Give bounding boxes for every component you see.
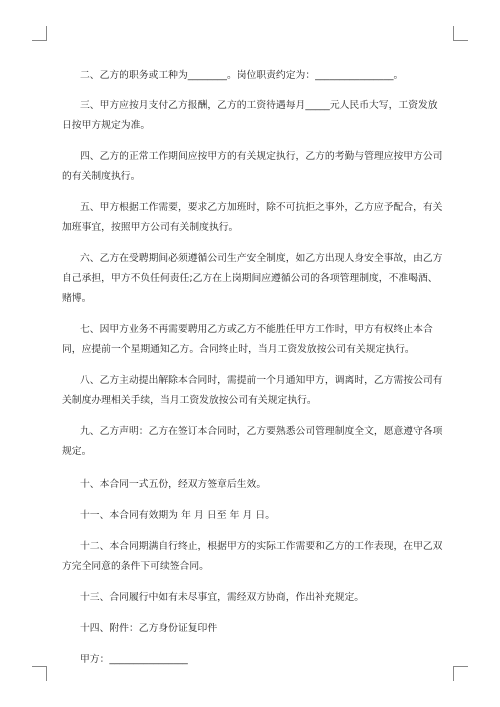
- clause-3-salary: 三、甲方应按月支付乙方报酬，乙方的工资待遇每月_____元人民币大写，工资发放日按甲方规定为准。: [62, 100, 438, 131]
- clause-8-termination-by-employee: 八、乙方主动提出解除本合同时，需提前一个月通知甲方，调离时，乙方需按公司有关制度办理相关手续，当月工资发放按公司有关规定执行。: [62, 375, 443, 406]
- clause-7-termination-by-employer: 七、因甲方业务不再需要聘用乙方或乙方不能胜任甲方工作时，甲方有权终止本合同，应提前一个星期通知乙方。合同终止时，当月工资发放按公司有关规定执行。: [62, 324, 433, 355]
- corner-mark-top-right: [453, 26, 468, 41]
- clause-4-work-rules: 四、乙方的正常工作期间应按甲方的有关规定执行，乙方的考勤与管理应按甲方公司的有关制度执行。: [62, 151, 443, 182]
- contract-body: [62, 64, 444, 670]
- party-a-signature-line: 甲方：________________: [80, 654, 188, 665]
- clause-12-renewal: 十二、本合同期满自行终止，根据甲方的实际工作需要和乙方的工作表现，在甲乙双方完全同意的条件下可续签合同。: [62, 541, 443, 572]
- clause-6-safety: 六、乙方在受聘期间必须遵循公司生产安全制度，如乙方出现人身安全事故，由乙方自己承担，甲方不负任何责任;乙方在上岗期间应遵循公司的各项管理制度，不准喝酒、赌博。: [62, 253, 443, 304]
- corner-mark-top-left: [32, 26, 47, 41]
- clause-11-validity: 十一、本合同有效期为 年 月 日至 年 月 日。: [80, 510, 276, 521]
- clause-13-supplement: 十三、合同履行中如有未尽事宜，需经双方协商，作出补充规定。: [80, 592, 365, 603]
- clause-14-attachment: 十四、附件：乙方身份证复印件: [80, 623, 218, 634]
- corner-mark-bottom-right: [453, 666, 468, 681]
- clause-10-copies: 十、本合同一式五份，经双方签章后生效。: [80, 479, 267, 490]
- clause-9-declaration: 九、乙方声明：乙方在签订本合同时，乙方要熟悉公司管理制度全文，愿意遵守各项规定。: [62, 426, 443, 457]
- clause-5-overtime: 五、甲方根据工作需要，要求乙方加班时，除不可抗拒之事外，乙方应予配合，有关加班事宜，按照甲方公司有关制度执行。: [62, 202, 443, 233]
- clause-2-position: 二、乙方的职务或工种为________。岗位职责约定为：________________。: [80, 70, 404, 81]
- corner-mark-bottom-left: [32, 666, 47, 681]
